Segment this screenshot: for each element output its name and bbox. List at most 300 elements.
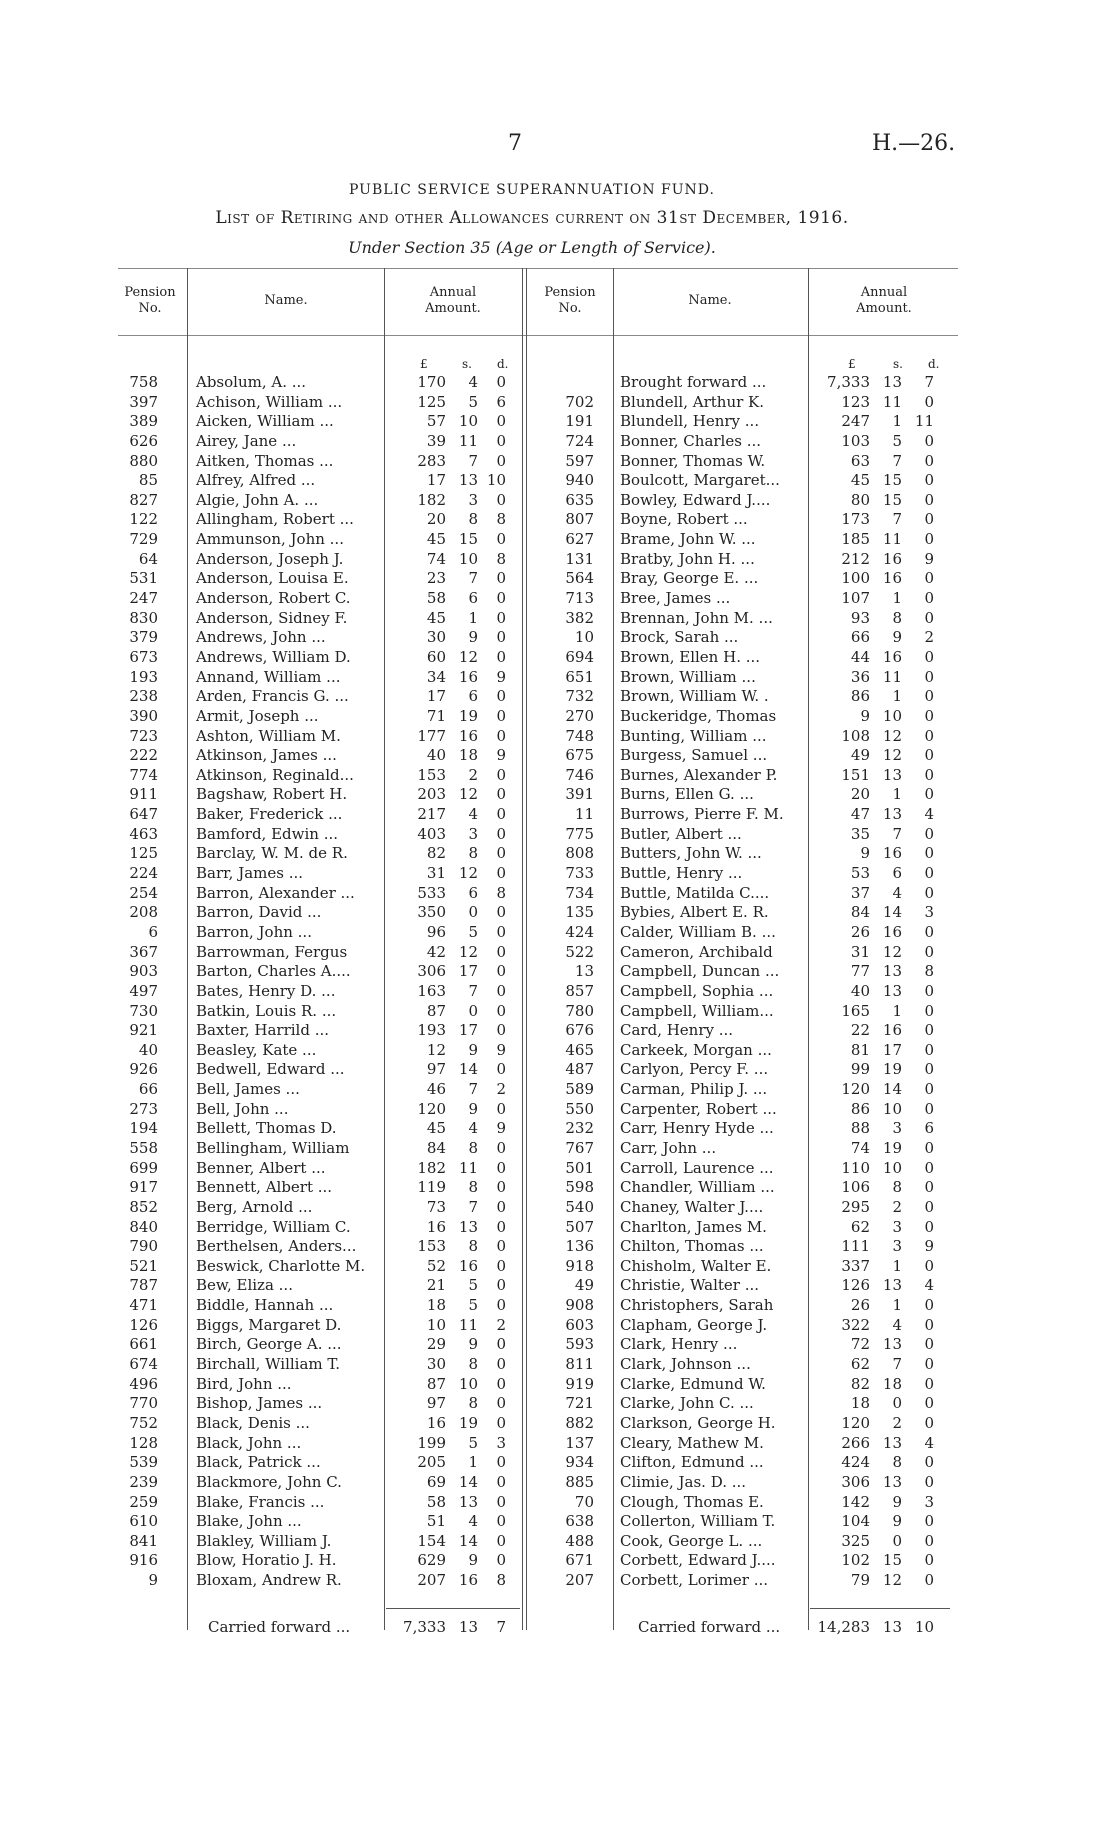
amount-pence: 0	[924, 1197, 934, 1216]
pension-no: 64	[138, 549, 158, 568]
table-row	[528, 432, 964, 452]
amount-pounds: 46	[426, 1080, 446, 1099]
table-row	[528, 1335, 964, 1355]
amount-pence: 0	[496, 628, 506, 647]
table-row	[0, 1493, 530, 1513]
table-row	[528, 825, 964, 845]
pension-no: 247	[129, 589, 158, 608]
name: Burns, Ellen G. ...	[620, 785, 754, 804]
amount-shillings: 10	[882, 1158, 902, 1177]
amount-pence: 0	[924, 1472, 934, 1491]
amount-pence: 0	[496, 1197, 506, 1216]
name: Chaney, Walter J....	[620, 1197, 764, 1216]
table-row	[0, 687, 530, 707]
name: Beswick, Charlotte M.	[196, 1256, 366, 1275]
amount-shillings: 13	[882, 1335, 902, 1354]
amount-pounds: 16	[426, 1413, 446, 1432]
amount-pounds: 295	[841, 1197, 870, 1216]
amount-pounds: 17	[426, 471, 446, 490]
amount-shillings: 16	[458, 1571, 478, 1590]
right-table-body	[528, 373, 964, 1591]
table-row	[0, 589, 530, 609]
amount-pounds: 40	[850, 981, 870, 1000]
amount-shillings: 11	[458, 1315, 478, 1334]
name: Blow, Horatio J. H.	[196, 1551, 337, 1570]
name: Bell, James ...	[196, 1080, 300, 1099]
header-annual-amount: Annual Amount.	[425, 285, 481, 316]
pension-no: 424	[565, 922, 594, 941]
table-row	[528, 530, 964, 550]
table-row	[0, 864, 530, 884]
unit-shillings: s.	[893, 357, 903, 371]
header-top-rule	[118, 268, 958, 269]
amount-shillings: 13	[458, 1217, 478, 1236]
amount-shillings: 9	[892, 1512, 902, 1531]
name: Clark, Henry ...	[620, 1335, 738, 1354]
amount-pence: 2	[496, 1080, 506, 1099]
amount-pounds: 86	[850, 1099, 870, 1118]
name: Aitken, Thomas ...	[196, 451, 334, 470]
pension-no: 379	[129, 628, 158, 647]
pension-no: 730	[129, 1001, 158, 1020]
pension-no: 661	[129, 1335, 158, 1354]
amount-shillings: 0	[468, 903, 478, 922]
pension-no: 238	[129, 687, 158, 706]
pension-no: 507	[565, 1217, 594, 1236]
table-row	[528, 962, 964, 982]
table-row	[528, 1080, 964, 1100]
amount-pounds: 97	[426, 1060, 446, 1079]
amount-pounds: 185	[841, 530, 870, 549]
total-rule	[386, 1608, 520, 1609]
amount-shillings: 9	[892, 628, 902, 647]
amount-pounds: 62	[850, 1355, 870, 1374]
name: Cameron, Archibald	[620, 942, 773, 961]
pension-no: 131	[565, 549, 594, 568]
name: Baker, Frederick ...	[196, 805, 343, 824]
amount-shillings: 8	[468, 1138, 478, 1157]
amount-shillings: 6	[892, 864, 902, 883]
amount-pence: 0	[924, 1315, 934, 1334]
pension-no: 125	[129, 844, 158, 863]
amount-shillings: 7	[468, 1197, 478, 1216]
pension-no: 254	[129, 883, 158, 902]
pension-no: 531	[129, 569, 158, 588]
amount-pence: 0	[496, 490, 506, 509]
amount-pence: 0	[924, 608, 934, 627]
pension-no: 940	[565, 471, 594, 490]
amount-shillings: 13	[882, 765, 902, 784]
amount-pence: 0	[496, 431, 506, 450]
table-row	[528, 864, 964, 884]
amount-shillings: 9	[468, 628, 478, 647]
amount-shillings: 8	[468, 1355, 478, 1374]
pension-no: 926	[129, 1060, 158, 1079]
amount-shillings: 3	[892, 1237, 902, 1256]
page-number: 7	[508, 131, 522, 156]
amount-shillings: 8	[468, 1394, 478, 1413]
amount-shillings: 1	[892, 1256, 902, 1275]
header-pension-no: Pension No.	[124, 285, 176, 316]
amount-pounds: 45	[850, 471, 870, 490]
table-row	[0, 452, 530, 472]
name: Brown, William ...	[620, 667, 756, 686]
header-name: Name.	[264, 293, 308, 308]
table-row	[528, 1119, 964, 1139]
name: Clapham, George J.	[620, 1315, 768, 1334]
name: Berthelsen, Anders...	[196, 1237, 357, 1256]
amount-shillings: 10	[458, 412, 478, 431]
name: Campbell, William...	[620, 1001, 774, 1020]
amount-pence: 0	[924, 726, 934, 745]
pension-no: 496	[129, 1374, 158, 1393]
amount-pounds: 629	[417, 1551, 446, 1570]
amount-pence: 0	[496, 451, 506, 470]
amount-pounds: 60	[426, 647, 446, 666]
amount-pounds: 63	[850, 451, 870, 470]
table-row	[528, 746, 964, 766]
amount-pounds: 58	[426, 1492, 446, 1511]
amount-pence: 0	[924, 1394, 934, 1413]
amount-pence: 0	[496, 1394, 506, 1413]
name: Brought forward ...	[620, 373, 767, 391]
pension-no: 259	[129, 1492, 158, 1511]
amount-shillings: 9	[468, 1040, 478, 1059]
name: Carpenter, Robert ...	[620, 1099, 777, 1118]
pension-no: 593	[565, 1335, 594, 1354]
pension-no: 10	[574, 628, 594, 647]
name: Carr, John ...	[620, 1138, 717, 1157]
amount-pounds: 120	[841, 1413, 870, 1432]
table-row	[0, 1453, 530, 1473]
amount-pence: 3	[496, 1433, 506, 1452]
name: Benner, Albert ...	[196, 1158, 326, 1177]
amount-pence: 6	[496, 392, 506, 411]
pension-no: 811	[565, 1355, 594, 1374]
pension-no: 598	[565, 1178, 594, 1197]
table-row	[528, 982, 964, 1002]
amount-pounds: 82	[850, 1374, 870, 1393]
name: Atkinson, James ...	[196, 746, 337, 765]
pension-no: 191	[565, 412, 594, 431]
amount-shillings: 14	[458, 1472, 478, 1491]
amount-pence: 0	[496, 1512, 506, 1531]
pension-no: 193	[129, 667, 158, 686]
amount-pounds: 18	[850, 1394, 870, 1413]
carried-forward-shillings: 13	[882, 1618, 902, 1636]
amount-pounds: 9	[860, 844, 870, 863]
table-row	[0, 923, 530, 943]
unit-pence: d.	[928, 357, 940, 371]
name: Carkeek, Morgan ...	[620, 1040, 772, 1059]
name: Allingham, Robert ...	[196, 510, 354, 529]
amount-pounds: 193	[417, 1021, 446, 1040]
amount-shillings: 4	[468, 1119, 478, 1138]
name: Bowley, Edward J....	[620, 490, 771, 509]
name: Blakley, William J.	[196, 1531, 332, 1550]
amount-shillings: 7	[892, 824, 902, 843]
amount-pence: 0	[496, 824, 506, 843]
carried-forward-pounds: 14,283	[817, 1618, 870, 1636]
table-row	[0, 962, 530, 982]
table-row	[528, 844, 964, 864]
amount-shillings: 7	[468, 1080, 478, 1099]
pension-no: 270	[565, 706, 594, 725]
amount-pence: 0	[924, 746, 934, 765]
amount-pounds: 52	[426, 1256, 446, 1275]
pension-no: 880	[129, 451, 158, 470]
amount-pence: 0	[496, 942, 506, 961]
pension-no: 232	[565, 1119, 594, 1138]
name: Charlton, James M.	[620, 1217, 767, 1236]
amount-shillings: 0	[468, 1001, 478, 1020]
name: Bamford, Edwin ...	[196, 824, 339, 843]
amount-pounds: 100	[841, 569, 870, 588]
amount-shillings: 5	[468, 1433, 478, 1452]
table-row	[528, 589, 964, 609]
amount-shillings: 1	[468, 1453, 478, 1472]
table-row	[0, 471, 530, 491]
pension-no: 137	[565, 1433, 594, 1452]
name: Corbett, Lorimer ...	[620, 1571, 769, 1590]
amount-pence: 0	[496, 412, 506, 431]
amount-pounds: 77	[850, 962, 870, 981]
amount-shillings: 4	[468, 373, 478, 391]
pension-no: 521	[129, 1256, 158, 1275]
amount-pounds: 306	[841, 1472, 870, 1491]
amount-pence: 0	[496, 1335, 506, 1354]
pension-no: 70	[574, 1492, 594, 1511]
name: Beasley, Kate ...	[196, 1040, 317, 1059]
amount-pence: 0	[924, 706, 934, 725]
table-row	[0, 903, 530, 923]
table-row	[0, 1296, 530, 1316]
name: Buttle, Henry ...	[620, 864, 743, 883]
table-row	[0, 1178, 530, 1198]
table-row	[528, 668, 964, 688]
name: Bunting, William ...	[620, 726, 767, 745]
name: Black, Denis ...	[196, 1413, 310, 1432]
amount-pounds: 47	[850, 805, 870, 824]
pension-no: 921	[129, 1021, 158, 1040]
table-row	[528, 1178, 964, 1198]
amount-shillings: 8	[892, 1453, 902, 1472]
name: Card, Henry ...	[620, 1021, 734, 1040]
pension-no: 729	[129, 530, 158, 549]
amount-shillings: 13	[458, 471, 478, 490]
name: Calder, William B. ...	[620, 922, 776, 941]
amount-pounds: 20	[850, 785, 870, 804]
amount-pence: 0	[924, 765, 934, 784]
table-row	[528, 1237, 964, 1257]
amount-shillings: 2	[892, 1413, 902, 1432]
table-row	[0, 1394, 530, 1414]
amount-pence: 9	[496, 746, 506, 765]
pension-no: 699	[129, 1158, 158, 1177]
amount-pence: 2	[496, 1315, 506, 1334]
amount-pence: 8	[496, 549, 506, 568]
amount-pence: 0	[924, 1217, 934, 1236]
amount-shillings: 10	[882, 1099, 902, 1118]
table-row	[528, 1218, 964, 1238]
amount-pence: 0	[496, 373, 506, 391]
name: Carr, Henry Hyde ...	[620, 1119, 774, 1138]
amount-pence: 0	[496, 765, 506, 784]
amount-pence: 0	[496, 1413, 506, 1432]
section-caption: Under Section 35 (Age or Length of Service).	[348, 238, 716, 257]
table-row	[0, 1021, 530, 1041]
amount-pence: 3	[924, 903, 934, 922]
pension-no: 807	[565, 510, 594, 529]
name: Bonner, Thomas W.	[620, 451, 766, 470]
name: Cook, George L. ...	[620, 1531, 763, 1550]
amount-shillings: 15	[882, 471, 902, 490]
table-row	[0, 1473, 530, 1493]
table-row	[528, 510, 964, 530]
pension-no: 224	[129, 864, 158, 883]
amount-shillings: 11	[458, 1158, 478, 1177]
amount-shillings: 1	[892, 1001, 902, 1020]
name: Andrews, William D.	[196, 647, 351, 666]
amount-pounds: 12	[426, 1040, 446, 1059]
amount-pounds: 30	[426, 1355, 446, 1374]
name: Barrowman, Fergus	[196, 942, 348, 961]
amount-pence: 0	[496, 1531, 506, 1550]
pension-no: 465	[565, 1040, 594, 1059]
pension-no: 627	[565, 530, 594, 549]
amount-shillings: 19	[458, 1413, 478, 1432]
pension-no: 273	[129, 1099, 158, 1118]
name: Bishop, James ...	[196, 1394, 323, 1413]
amount-pounds: 142	[841, 1492, 870, 1511]
amount-pence: 0	[924, 922, 934, 941]
amount-shillings: 16	[882, 844, 902, 863]
name: Cleary, Mathew M.	[620, 1433, 764, 1452]
amount-pence: 8	[496, 883, 506, 902]
amount-pence: 0	[496, 687, 506, 706]
pension-no: 389	[129, 412, 158, 431]
amount-shillings: 14	[882, 903, 902, 922]
amount-shillings: 13	[882, 962, 902, 981]
amount-shillings: 2	[468, 765, 478, 784]
table-row	[0, 491, 530, 511]
name: Algie, John A. ...	[196, 490, 319, 509]
amount-pence: 0	[924, 1531, 934, 1550]
name: Barron, John ...	[196, 922, 312, 941]
table-row	[0, 1532, 530, 1552]
pension-no: 522	[565, 942, 594, 961]
pension-no: 903	[129, 962, 158, 981]
amount-pounds: 22	[850, 1021, 870, 1040]
amount-pounds: 42	[426, 942, 446, 961]
amount-pence: 0	[924, 1001, 934, 1020]
pension-no: 852	[129, 1197, 158, 1216]
amount-pounds: 31	[850, 942, 870, 961]
amount-shillings: 17	[458, 962, 478, 981]
name: Absolum, A. ...	[196, 373, 307, 391]
name: Buckeridge, Thomas	[620, 706, 777, 725]
table-row	[528, 766, 964, 786]
amount-pence: 0	[924, 942, 934, 961]
name: Brennan, John M. ...	[620, 608, 773, 627]
table-row	[0, 412, 530, 432]
name: Anderson, Robert C.	[196, 589, 351, 608]
pension-no: 471	[129, 1296, 158, 1315]
amount-pounds: 266	[841, 1433, 870, 1452]
name: Andrews, John ...	[196, 628, 326, 647]
total-rule	[810, 1608, 950, 1609]
amount-pence: 0	[496, 1138, 506, 1157]
table-row	[0, 1159, 530, 1179]
table-row	[0, 825, 530, 845]
name: Barton, Charles A....	[196, 962, 351, 981]
name: Atkinson, Reginald...	[196, 765, 354, 784]
amount-shillings: 11	[882, 392, 902, 411]
pension-no: 916	[129, 1551, 158, 1570]
name: Campbell, Duncan ...	[620, 962, 780, 981]
name: Bree, James ...	[620, 589, 731, 608]
amount-shillings: 12	[882, 746, 902, 765]
pension-no: 911	[129, 785, 158, 804]
amount-pence: 7	[924, 373, 934, 391]
pension-no: 367	[129, 942, 158, 961]
amount-pence: 0	[496, 608, 506, 627]
amount-shillings: 9	[892, 1492, 902, 1511]
amount-shillings: 13	[882, 1433, 902, 1452]
amount-pence: 4	[924, 1433, 934, 1452]
amount-pounds: 44	[850, 647, 870, 666]
name: Bellingham, William	[196, 1138, 350, 1157]
table-row	[528, 628, 964, 648]
amount-shillings: 5	[892, 431, 902, 450]
table-row	[528, 452, 964, 472]
pension-no: 564	[565, 569, 594, 588]
amount-shillings: 14	[458, 1531, 478, 1550]
amount-shillings: 11	[882, 530, 902, 549]
amount-shillings: 7	[468, 569, 478, 588]
amount-shillings: 9	[468, 1099, 478, 1118]
amount-pence: 0	[496, 805, 506, 824]
amount-pounds: 79	[850, 1571, 870, 1590]
amount-shillings: 1	[892, 1296, 902, 1315]
amount-pence: 3	[924, 1492, 934, 1511]
amount-shillings: 16	[458, 726, 478, 745]
pension-no: 651	[565, 667, 594, 686]
unit-pounds: £	[848, 357, 856, 371]
name: Baxter, Harrild ...	[196, 1021, 330, 1040]
amount-shillings: 10	[458, 549, 478, 568]
amount-shillings: 5	[468, 922, 478, 941]
amount-pence: 0	[496, 1158, 506, 1177]
pension-no: 390	[129, 706, 158, 725]
amount-shillings: 12	[458, 647, 478, 666]
amount-pounds: 102	[841, 1551, 870, 1570]
amount-shillings: 12	[458, 942, 478, 961]
amount-pounds: 73	[426, 1197, 446, 1216]
name: Climie, Jas. D. ...	[620, 1472, 747, 1491]
amount-shillings: 15	[882, 1551, 902, 1570]
amount-pence: 0	[496, 589, 506, 608]
amount-pence: 0	[496, 864, 506, 883]
amount-shillings: 13	[882, 1276, 902, 1295]
table-row	[0, 393, 530, 413]
table-row	[528, 785, 964, 805]
amount-shillings: 3	[468, 490, 478, 509]
amount-shillings: 16	[458, 1256, 478, 1275]
name: Butler, Albert ...	[620, 824, 742, 843]
pension-no: 539	[129, 1453, 158, 1472]
amount-pounds: 86	[850, 687, 870, 706]
